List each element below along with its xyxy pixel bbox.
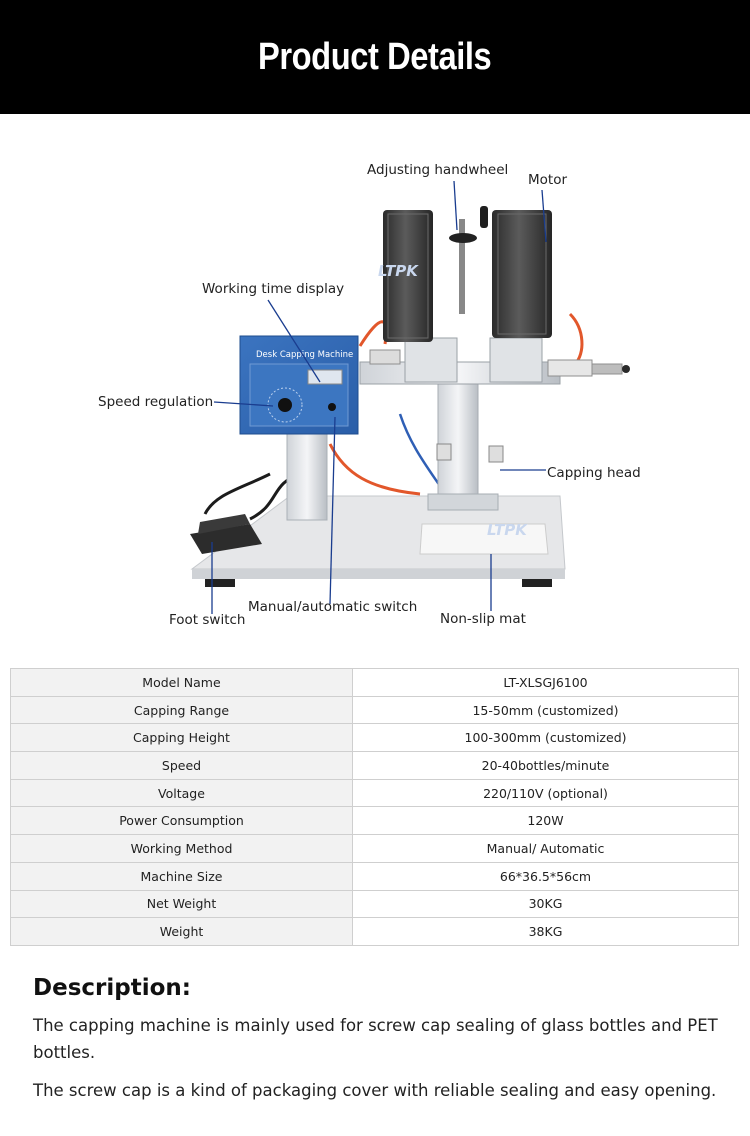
spec-value: 20-40bottles/minute xyxy=(353,752,739,780)
non-slip-mat xyxy=(420,524,548,554)
header-banner xyxy=(0,0,750,114)
label-motor: Motor xyxy=(528,172,568,188)
watermark-2: LTPK xyxy=(487,521,527,539)
table-row xyxy=(11,890,739,918)
table-row xyxy=(11,669,739,697)
speed-knob xyxy=(278,398,292,412)
label-foot-switch: Foot switch xyxy=(169,612,246,628)
description-heading: Description: xyxy=(33,975,191,1001)
spec-key: Power Consumption xyxy=(11,807,353,835)
control-box xyxy=(240,336,358,434)
motor-right xyxy=(492,210,552,338)
mode-switch xyxy=(328,403,336,411)
spec-value: LT-XLSGJ6100 xyxy=(353,669,739,697)
table-row xyxy=(11,918,739,946)
control-box-leg xyxy=(287,432,327,520)
spec-key: Net Weight xyxy=(11,890,353,918)
label-capping-head: Capping head xyxy=(547,465,641,481)
spec-value: 100-300mm (customized) xyxy=(353,724,739,752)
handwheel xyxy=(449,206,488,314)
table-row xyxy=(11,752,739,780)
label-adjusting-handwheel: Adjusting handwheel xyxy=(367,162,509,178)
table-row xyxy=(11,835,739,863)
label-non-slip-mat: Non-slip mat xyxy=(440,611,526,627)
spec-key: Model Name xyxy=(11,669,353,697)
description-paragraph-2: The screw cap is a kind of packaging cover with reliable sealing and easy opening. xyxy=(33,1081,717,1100)
panel-text: Desk Capping Machine xyxy=(256,350,354,360)
spec-key: Voltage xyxy=(11,779,353,807)
product-figure xyxy=(0,114,750,654)
spec-key: Weight xyxy=(11,918,353,946)
spec-value: 220/110V (optional) xyxy=(353,779,739,807)
spec-value: 38KG xyxy=(353,918,739,946)
spec-value: 15-50mm (customized) xyxy=(353,696,739,724)
slide-arm xyxy=(360,338,630,384)
spec-value: 30KG xyxy=(353,890,739,918)
label-working-time-display: Working time display xyxy=(202,281,345,297)
spec-value: Manual/ Automatic xyxy=(353,835,739,863)
spec-table xyxy=(10,668,739,946)
table-row xyxy=(11,779,739,807)
page-title: Product Details xyxy=(258,35,492,78)
label-speed-regulation: Speed regulation xyxy=(98,394,214,410)
watermark: LTPK xyxy=(378,262,418,280)
spec-key: Working Method xyxy=(11,835,353,863)
capping-machine-illustration xyxy=(0,114,750,654)
label-manual-automatic-switch: Manual/automatic switch xyxy=(248,599,418,615)
spec-key: Speed xyxy=(11,752,353,780)
description-paragraph-1: The capping machine is mainly used for screw cap sealing of glass bottles and PET bottles. xyxy=(33,1016,718,1062)
spec-key: Capping Height xyxy=(11,724,353,752)
table-row xyxy=(11,724,739,752)
spec-value: 120W xyxy=(353,807,739,835)
table-row xyxy=(11,696,739,724)
spec-key: Capping Range xyxy=(11,696,353,724)
spec-key: Machine Size xyxy=(11,862,353,890)
table-row xyxy=(11,862,739,890)
spec-value: 66*36.5*56cm xyxy=(353,862,739,890)
table-row xyxy=(11,807,739,835)
